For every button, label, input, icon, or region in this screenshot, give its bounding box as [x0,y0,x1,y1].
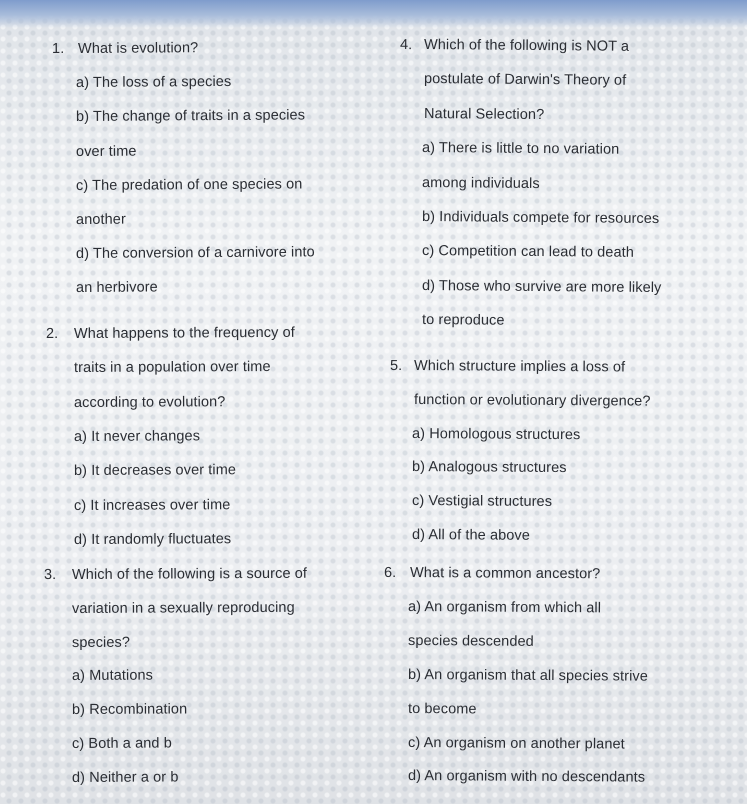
question-3-option-d: d) Neither a or b [71,769,179,786]
question-2-text: What happens to the frequency of [73,324,295,342]
question-5-option-a: a) Homologous structures [411,426,581,444]
question-4-option-a: a) There is little to no variation [421,140,620,158]
question-4-text: Which of the following is NOT a [423,37,630,55]
question-1-option-a: a) The loss of a species [75,73,232,91]
question-6-option-c: c) An organism on another planet [407,735,625,753]
question-4-option-d: to reproduce [421,312,505,329]
question-6-option-d: d) An organism with no descendants [407,768,646,786]
question-3-number: 3. [43,566,57,583]
question-3-option-b: b) Recombination [71,701,188,718]
question-1-option-b: over time [75,143,137,160]
question-5-option-d: d) All of the above [411,527,531,544]
question-6-option-b: to become [407,701,477,718]
question-6-option-a: species descended [407,633,534,650]
question-4-option-c: c) Competition can lead to death [421,243,635,261]
question-3-option-a: a) Mutations [71,667,154,684]
question-5-option-c: c) Vestigial structures [411,493,553,510]
question-5-number: 5. [389,358,403,375]
question-6-number: 6. [383,565,397,582]
question-2-number: 2. [45,325,59,342]
question-2-option-c: c) It increases over time [73,497,231,514]
question-2-text: according to evolution? [73,394,226,411]
question-1-option-c: another [75,211,126,228]
question-3-option-c: c) Both a and b [71,735,172,752]
question-3-text: species? [71,634,131,651]
question-4-option-d: d) Those who survive are more likely [421,278,662,297]
question-1-text: What is evolution? [77,40,199,57]
question-2-option-a: a) It never changes [73,428,201,445]
question-4-option-a: among individuals [421,175,540,193]
question-2-option-b: b) It decreases over time [73,462,237,479]
question-4-text: postulate of Darwin's Theory of [423,71,627,89]
question-6-text: What is a common ancestor? [409,565,601,583]
question-1-option-c: c) The predation of one species on [75,176,303,194]
question-1-option-b: b) The change of traits in a species [75,107,306,125]
question-6-option-a: a) An organism from which all [407,599,602,617]
question-5-text: function or evolutionary divergence? [413,392,651,410]
question-1-number: 1. [51,40,65,57]
question-6-option-b: b) An organism that all species strive [407,667,648,685]
question-5-text: Which structure implies a loss of [413,358,626,376]
question-3-text: variation in a sexually reproducing [71,599,295,617]
question-1-option-d: d) The conversion of a carnivore into [75,244,315,262]
question-4-text: Natural Selection? [423,106,545,124]
question-5-option-b: b) Analogous structures [411,459,567,477]
question-4-number: 4. [399,37,413,54]
question-1-option-d: an herbivore [75,279,158,296]
question-2-text: traits in a population over time [73,358,271,376]
question-2-option-d: d) It randomly fluctuates [73,531,232,548]
question-3-text: Which of the following is a source of [71,565,308,583]
question-4-option-b: b) Individuals compete for resources [421,209,660,228]
